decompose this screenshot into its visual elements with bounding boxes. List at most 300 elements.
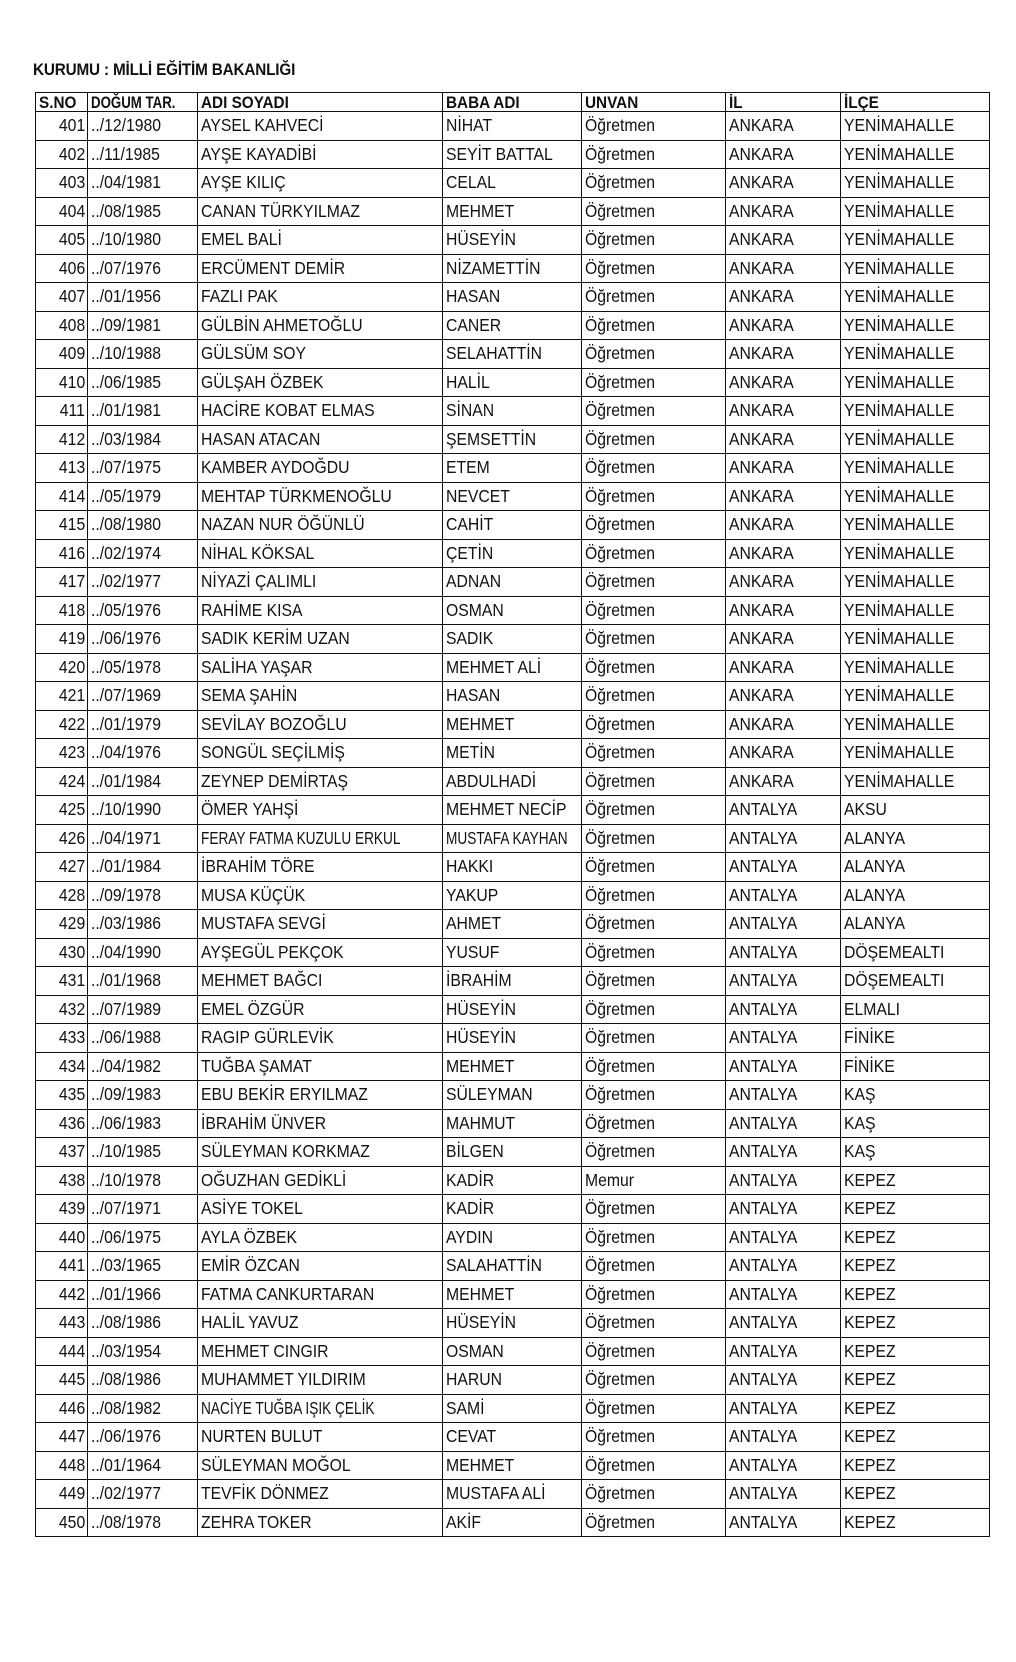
column-header-district: İLÇE (841, 93, 990, 112)
cell-province: ANTALYA (726, 1052, 841, 1081)
table-row (36, 967, 990, 996)
cell-province: ANTALYA (726, 1166, 841, 1195)
cell-birth-date: ../06/1976 (88, 625, 198, 654)
cell-title: Öğretmen (582, 283, 726, 312)
cell-title: Öğretmen (582, 197, 726, 226)
cell-province: ANTALYA (726, 824, 841, 853)
cell-father-name: HÜSEYİN (443, 226, 582, 255)
cell-full-name: MUHAMMET YILDIRIM (198, 1366, 443, 1395)
cell-birth-date: ../06/1988 (88, 1024, 198, 1053)
cell-district: KEPEZ (841, 1480, 990, 1509)
cell-title: Öğretmen (582, 1109, 726, 1138)
cell-full-name: HASAN ATACAN (198, 425, 443, 454)
cell-sno: 410 (36, 368, 88, 397)
cell-district: DÖŞEMEALTI (841, 967, 990, 996)
cell-birth-date: ../07/1975 (88, 454, 198, 483)
table-row (36, 340, 990, 369)
cell-title: Öğretmen (582, 539, 726, 568)
cell-district: YENİMAHALLE (841, 197, 990, 226)
cell-father-name: İBRAHİM (443, 967, 582, 996)
cell-title: Öğretmen (582, 169, 726, 198)
cell-full-name: HACİRE KOBAT ELMAS (198, 397, 443, 426)
cell-birth-date: ../06/1975 (88, 1223, 198, 1252)
column-header-birth-date: DOĞUM TAR. (88, 93, 198, 112)
cell-province: ANTALYA (726, 938, 841, 967)
cell-title: Öğretmen (582, 1480, 726, 1509)
cell-full-name: FAZLI PAK (198, 283, 443, 312)
cell-sno: 404 (36, 197, 88, 226)
cell-title: Öğretmen (582, 454, 726, 483)
cell-province: ANTALYA (726, 1394, 841, 1423)
cell-father-name: MEHMET (443, 710, 582, 739)
column-header-father-name: BABA ADI (443, 93, 582, 112)
cell-birth-date: ../01/1964 (88, 1451, 198, 1480)
cell-province: ANTALYA (726, 1280, 841, 1309)
cell-full-name: GÜLBİN AHMETOĞLU (198, 311, 443, 340)
cell-province: ANKARA (726, 596, 841, 625)
cell-birth-date: ../11/1985 (88, 140, 198, 169)
cell-full-name: NURTEN BULUT (198, 1423, 443, 1452)
cell-sno: 433 (36, 1024, 88, 1053)
document-title: KURUMU : MİLLİ EĞİTİM BAKANLIĞI (33, 60, 296, 79)
cell-district: KAŞ (841, 1138, 990, 1167)
cell-province: ANKARA (726, 653, 841, 682)
cell-father-name: HÜSEYİN (443, 1309, 582, 1338)
cell-district: YENİMAHALLE (841, 596, 990, 625)
cell-district: KEPEZ (841, 1252, 990, 1281)
cell-sno: 437 (36, 1138, 88, 1167)
table-row (36, 1366, 990, 1395)
cell-title: Öğretmen (582, 1423, 726, 1452)
cell-district: YENİMAHALLE (841, 311, 990, 340)
cell-title: Öğretmen (582, 1223, 726, 1252)
cell-father-name: SEYİT BATTAL (443, 140, 582, 169)
cell-title: Öğretmen (582, 1508, 726, 1537)
cell-full-name: OĞUZHAN GEDİKLİ (198, 1166, 443, 1195)
column-header-title: UNVAN (582, 93, 726, 112)
cell-father-name: HALİL (443, 368, 582, 397)
cell-sno: 435 (36, 1081, 88, 1110)
cell-sno: 408 (36, 311, 88, 340)
cell-district: YENİMAHALLE (841, 568, 990, 597)
cell-title: Öğretmen (582, 853, 726, 882)
cell-birth-date: ../03/1984 (88, 425, 198, 454)
cell-sno: 419 (36, 625, 88, 654)
cell-birth-date: ../02/1977 (88, 1480, 198, 1509)
cell-father-name: HASAN (443, 283, 582, 312)
cell-district: KEPEZ (841, 1223, 990, 1252)
cell-district: YENİMAHALLE (841, 254, 990, 283)
cell-birth-date: ../07/1976 (88, 254, 198, 283)
cell-birth-date: ../03/1954 (88, 1337, 198, 1366)
cell-province: ANTALYA (726, 1109, 841, 1138)
cell-title: Öğretmen (582, 1309, 726, 1338)
cell-father-name: MEHMET (443, 1052, 582, 1081)
cell-title: Öğretmen (582, 967, 726, 996)
table-row (36, 1337, 990, 1366)
cell-sno: 436 (36, 1109, 88, 1138)
table-row (36, 197, 990, 226)
cell-district: KEPEZ (841, 1394, 990, 1423)
cell-province: ANTALYA (726, 853, 841, 882)
cell-sno: 443 (36, 1309, 88, 1338)
cell-father-name: MEHMET ALİ (443, 653, 582, 682)
cell-district: ALANYA (841, 853, 990, 882)
cell-province: ANKARA (726, 283, 841, 312)
table-row (36, 1109, 990, 1138)
cell-province: ANKARA (726, 625, 841, 654)
cell-birth-date: ../09/1978 (88, 881, 198, 910)
cell-full-name: NİYAZİ ÇALIMLI (198, 568, 443, 597)
cell-birth-date: ../04/1976 (88, 739, 198, 768)
cell-title: Öğretmen (582, 767, 726, 796)
cell-title: Öğretmen (582, 1280, 726, 1309)
cell-district: ALANYA (841, 881, 990, 910)
cell-full-name: MUSTAFA SEVGİ (198, 910, 443, 939)
cell-full-name: EMEL ÖZGÜR (198, 995, 443, 1024)
cell-title: Öğretmen (582, 1337, 726, 1366)
table-row (36, 397, 990, 426)
cell-birth-date: ../01/1981 (88, 397, 198, 426)
table-row (36, 1024, 990, 1053)
personnel-table (35, 92, 990, 1537)
cell-father-name: OSMAN (443, 1337, 582, 1366)
cell-full-name: ASİYE TOKEL (198, 1195, 443, 1224)
cell-birth-date: ../12/1980 (88, 112, 198, 141)
cell-province: ANKARA (726, 454, 841, 483)
cell-sno: 445 (36, 1366, 88, 1395)
cell-sno: 407 (36, 283, 88, 312)
cell-full-name: AYŞE KAYADİBİ (198, 140, 443, 169)
cell-sno: 444 (36, 1337, 88, 1366)
cell-title: Öğretmen (582, 682, 726, 711)
cell-sno: 417 (36, 568, 88, 597)
cell-sno: 440 (36, 1223, 88, 1252)
cell-father-name: ŞEMSETTİN (443, 425, 582, 454)
cell-province: ANTALYA (726, 1223, 841, 1252)
cell-birth-date: ../09/1981 (88, 311, 198, 340)
cell-birth-date: ../04/1990 (88, 938, 198, 967)
cell-sno: 427 (36, 853, 88, 882)
cell-district: YENİMAHALLE (841, 653, 990, 682)
cell-full-name: TUĞBA ŞAMAT (198, 1052, 443, 1081)
cell-father-name: ADNAN (443, 568, 582, 597)
cell-sno: 421 (36, 682, 88, 711)
cell-father-name: MEHMET NECİP (443, 796, 582, 825)
cell-title: Öğretmen (582, 1394, 726, 1423)
table-row (36, 1309, 990, 1338)
table-row (36, 1166, 990, 1195)
cell-father-name: MAHMUT (443, 1109, 582, 1138)
cell-birth-date: ../10/1980 (88, 226, 198, 255)
cell-full-name: AYŞEGÜL PEKÇOK (198, 938, 443, 967)
table-row (36, 1138, 990, 1167)
cell-sno: 411 (36, 397, 88, 426)
cell-full-name: FERAY FATMA KUZULU ERKUL (198, 824, 443, 853)
cell-birth-date: ../06/1976 (88, 1423, 198, 1452)
cell-full-name: SALİHA YAŞAR (198, 653, 443, 682)
table-row (36, 1081, 990, 1110)
cell-birth-date: ../10/1985 (88, 1138, 198, 1167)
table-row (36, 368, 990, 397)
cell-father-name: NEVCET (443, 482, 582, 511)
cell-birth-date: ../09/1983 (88, 1081, 198, 1110)
cell-title: Öğretmen (582, 340, 726, 369)
cell-title: Öğretmen (582, 397, 726, 426)
cell-full-name: NACİYE TUĞBA IŞIK ÇELİK (198, 1394, 443, 1423)
cell-province: ANTALYA (726, 1024, 841, 1053)
cell-district: ALANYA (841, 824, 990, 853)
table-row (36, 853, 990, 882)
cell-father-name: AKİF (443, 1508, 582, 1537)
cell-birth-date: ../08/1980 (88, 511, 198, 540)
cell-father-name: MUSTAFA ALİ (443, 1480, 582, 1509)
cell-sno: 450 (36, 1508, 88, 1537)
cell-full-name: İBRAHİM ÜNVER (198, 1109, 443, 1138)
cell-birth-date: ../02/1977 (88, 568, 198, 597)
cell-title: Öğretmen (582, 425, 726, 454)
cell-sno: 414 (36, 482, 88, 511)
cell-birth-date: ../07/1969 (88, 682, 198, 711)
table-row (36, 1195, 990, 1224)
cell-full-name: KAMBER AYDOĞDU (198, 454, 443, 483)
cell-full-name: MEHMET CINGIR (198, 1337, 443, 1366)
cell-birth-date: ../03/1965 (88, 1252, 198, 1281)
cell-sno: 412 (36, 425, 88, 454)
table-row (36, 881, 990, 910)
cell-province: ANKARA (726, 169, 841, 198)
cell-father-name: ABDULHADİ (443, 767, 582, 796)
cell-father-name: CANER (443, 311, 582, 340)
cell-father-name: CELAL (443, 169, 582, 198)
table-row (36, 625, 990, 654)
cell-father-name: CEVAT (443, 1423, 582, 1452)
cell-sno: 447 (36, 1423, 88, 1452)
cell-district: KAŞ (841, 1109, 990, 1138)
cell-province: ANKARA (726, 482, 841, 511)
cell-district: YENİMAHALLE (841, 710, 990, 739)
cell-full-name: ERCÜMENT DEMİR (198, 254, 443, 283)
table-row (36, 1394, 990, 1423)
column-header-sno: S.NO (36, 93, 88, 112)
cell-district: FİNİKE (841, 1052, 990, 1081)
cell-full-name: TEVFİK DÖNMEZ (198, 1480, 443, 1509)
cell-district: ALANYA (841, 910, 990, 939)
cell-district: YENİMAHALLE (841, 397, 990, 426)
cell-province: ANTALYA (726, 1451, 841, 1480)
cell-title: Öğretmen (582, 226, 726, 255)
cell-province: ANKARA (726, 539, 841, 568)
cell-district: YENİMAHALLE (841, 368, 990, 397)
cell-birth-date: ../05/1976 (88, 596, 198, 625)
cell-district: YENİMAHALLE (841, 454, 990, 483)
cell-sno: 425 (36, 796, 88, 825)
cell-district: YENİMAHALLE (841, 767, 990, 796)
cell-sno: 428 (36, 881, 88, 910)
table-row (36, 169, 990, 198)
cell-full-name: SEMA ŞAHİN (198, 682, 443, 711)
cell-father-name: ÇETİN (443, 539, 582, 568)
cell-father-name: YUSUF (443, 938, 582, 967)
cell-province: ANTALYA (726, 995, 841, 1024)
cell-sno: 418 (36, 596, 88, 625)
cell-sno: 431 (36, 967, 88, 996)
cell-full-name: EBU BEKİR ERYILMAZ (198, 1081, 443, 1110)
cell-province: ANTALYA (726, 910, 841, 939)
cell-title: Öğretmen (582, 1052, 726, 1081)
cell-title: Öğretmen (582, 1252, 726, 1281)
cell-district: FİNİKE (841, 1024, 990, 1053)
table-row (36, 910, 990, 939)
cell-title: Öğretmen (582, 1451, 726, 1480)
cell-full-name: AYŞE KILIÇ (198, 169, 443, 198)
cell-full-name: EMİR ÖZCAN (198, 1252, 443, 1281)
cell-title: Öğretmen (582, 910, 726, 939)
cell-district: YENİMAHALLE (841, 482, 990, 511)
table-row (36, 682, 990, 711)
cell-title: Öğretmen (582, 568, 726, 597)
cell-province: ANTALYA (726, 1309, 841, 1338)
table-row (36, 511, 990, 540)
cell-birth-date: ../08/1978 (88, 1508, 198, 1537)
table-row (36, 454, 990, 483)
cell-sno: 401 (36, 112, 88, 141)
cell-father-name: MEHMET (443, 1451, 582, 1480)
table-row (36, 710, 990, 739)
cell-sno: 405 (36, 226, 88, 255)
cell-title: Öğretmen (582, 1138, 726, 1167)
cell-full-name: AYSEL KAHVECİ (198, 112, 443, 141)
cell-district: ELMALI (841, 995, 990, 1024)
cell-district: KEPEZ (841, 1309, 990, 1338)
cell-district: YENİMAHALLE (841, 283, 990, 312)
cell-birth-date: ../01/1979 (88, 710, 198, 739)
cell-title: Öğretmen (582, 482, 726, 511)
cell-title: Öğretmen (582, 1081, 726, 1110)
cell-birth-date: ../08/1986 (88, 1309, 198, 1338)
cell-birth-date: ../07/1971 (88, 1195, 198, 1224)
cell-birth-date: ../01/1984 (88, 853, 198, 882)
cell-father-name: HÜSEYİN (443, 1024, 582, 1053)
table-row (36, 739, 990, 768)
cell-district: YENİMAHALLE (841, 625, 990, 654)
cell-father-name: SALAHATTİN (443, 1252, 582, 1281)
cell-birth-date: ../02/1974 (88, 539, 198, 568)
cell-birth-date: ../08/1982 (88, 1394, 198, 1423)
cell-district: KAŞ (841, 1081, 990, 1110)
cell-province: ANKARA (726, 311, 841, 340)
cell-province: ANKARA (726, 368, 841, 397)
table-row (36, 596, 990, 625)
cell-title: Öğretmen (582, 254, 726, 283)
cell-title: Öğretmen (582, 938, 726, 967)
cell-sno: 420 (36, 653, 88, 682)
table-row (36, 1280, 990, 1309)
cell-title: Öğretmen (582, 824, 726, 853)
cell-full-name: NAZAN NUR ÖĞÜNLÜ (198, 511, 443, 540)
cell-full-name: MEHTAP TÜRKMENOĞLU (198, 482, 443, 511)
cell-sno: 403 (36, 169, 88, 198)
cell-district: YENİMAHALLE (841, 539, 990, 568)
cell-province: ANTALYA (726, 881, 841, 910)
cell-birth-date: ../01/1984 (88, 767, 198, 796)
table-row (36, 938, 990, 967)
cell-district: KEPEZ (841, 1508, 990, 1537)
column-header-province: İL (726, 93, 841, 112)
cell-full-name: MUSA KÜÇÜK (198, 881, 443, 910)
cell-title: Öğretmen (582, 881, 726, 910)
cell-birth-date: ../10/1988 (88, 340, 198, 369)
cell-district: YENİMAHALLE (841, 425, 990, 454)
cell-birth-date: ../10/1978 (88, 1166, 198, 1195)
table-row (36, 482, 990, 511)
cell-full-name: SONGÜL SEÇİLMİŞ (198, 739, 443, 768)
cell-title: Öğretmen (582, 112, 726, 141)
cell-father-name: KADİR (443, 1166, 582, 1195)
cell-birth-date: ../04/1982 (88, 1052, 198, 1081)
table-row (36, 1252, 990, 1281)
cell-father-name: NİHAT (443, 112, 582, 141)
cell-title: Memur (582, 1166, 726, 1195)
cell-district: KEPEZ (841, 1423, 990, 1452)
cell-province: ANKARA (726, 682, 841, 711)
cell-province: ANKARA (726, 710, 841, 739)
cell-full-name: ÖMER YAHŞİ (198, 796, 443, 825)
cell-sno: 438 (36, 1166, 88, 1195)
cell-birth-date: ../01/1968 (88, 967, 198, 996)
cell-district: YENİMAHALLE (841, 739, 990, 768)
cell-sno: 426 (36, 824, 88, 853)
cell-sno: 422 (36, 710, 88, 739)
cell-district: YENİMAHALLE (841, 226, 990, 255)
cell-father-name: METİN (443, 739, 582, 768)
cell-sno: 429 (36, 910, 88, 939)
cell-sno: 416 (36, 539, 88, 568)
table-row (36, 226, 990, 255)
cell-birth-date: ../03/1986 (88, 910, 198, 939)
cell-title: Öğretmen (582, 653, 726, 682)
cell-full-name: HALİL YAVUZ (198, 1309, 443, 1338)
cell-province: ANTALYA (726, 796, 841, 825)
cell-title: Öğretmen (582, 1366, 726, 1395)
cell-birth-date: ../01/1966 (88, 1280, 198, 1309)
cell-title: Öğretmen (582, 739, 726, 768)
cell-sno: 441 (36, 1252, 88, 1281)
cell-birth-date: ../10/1990 (88, 796, 198, 825)
cell-province: ANKARA (726, 425, 841, 454)
cell-district: YENİMAHALLE (841, 169, 990, 198)
cell-full-name: SÜLEYMAN KORKMAZ (198, 1138, 443, 1167)
table-row (36, 311, 990, 340)
cell-title: Öğretmen (582, 1024, 726, 1053)
cell-province: ANTALYA (726, 1081, 841, 1110)
cell-province: ANTALYA (726, 1366, 841, 1395)
table-row (36, 254, 990, 283)
cell-sno: 442 (36, 1280, 88, 1309)
cell-province: ANTALYA (726, 967, 841, 996)
cell-father-name: MUSTAFA KAYHAN (443, 824, 582, 853)
cell-birth-date: ../08/1986 (88, 1366, 198, 1395)
table-row (36, 1480, 990, 1509)
table-row (36, 653, 990, 682)
cell-sno: 406 (36, 254, 88, 283)
cell-father-name: KADİR (443, 1195, 582, 1224)
table-row (36, 1508, 990, 1537)
cell-father-name: SİNAN (443, 397, 582, 426)
cell-father-name: BİLGEN (443, 1138, 582, 1167)
cell-birth-date: ../06/1983 (88, 1109, 198, 1138)
cell-title: Öğretmen (582, 596, 726, 625)
